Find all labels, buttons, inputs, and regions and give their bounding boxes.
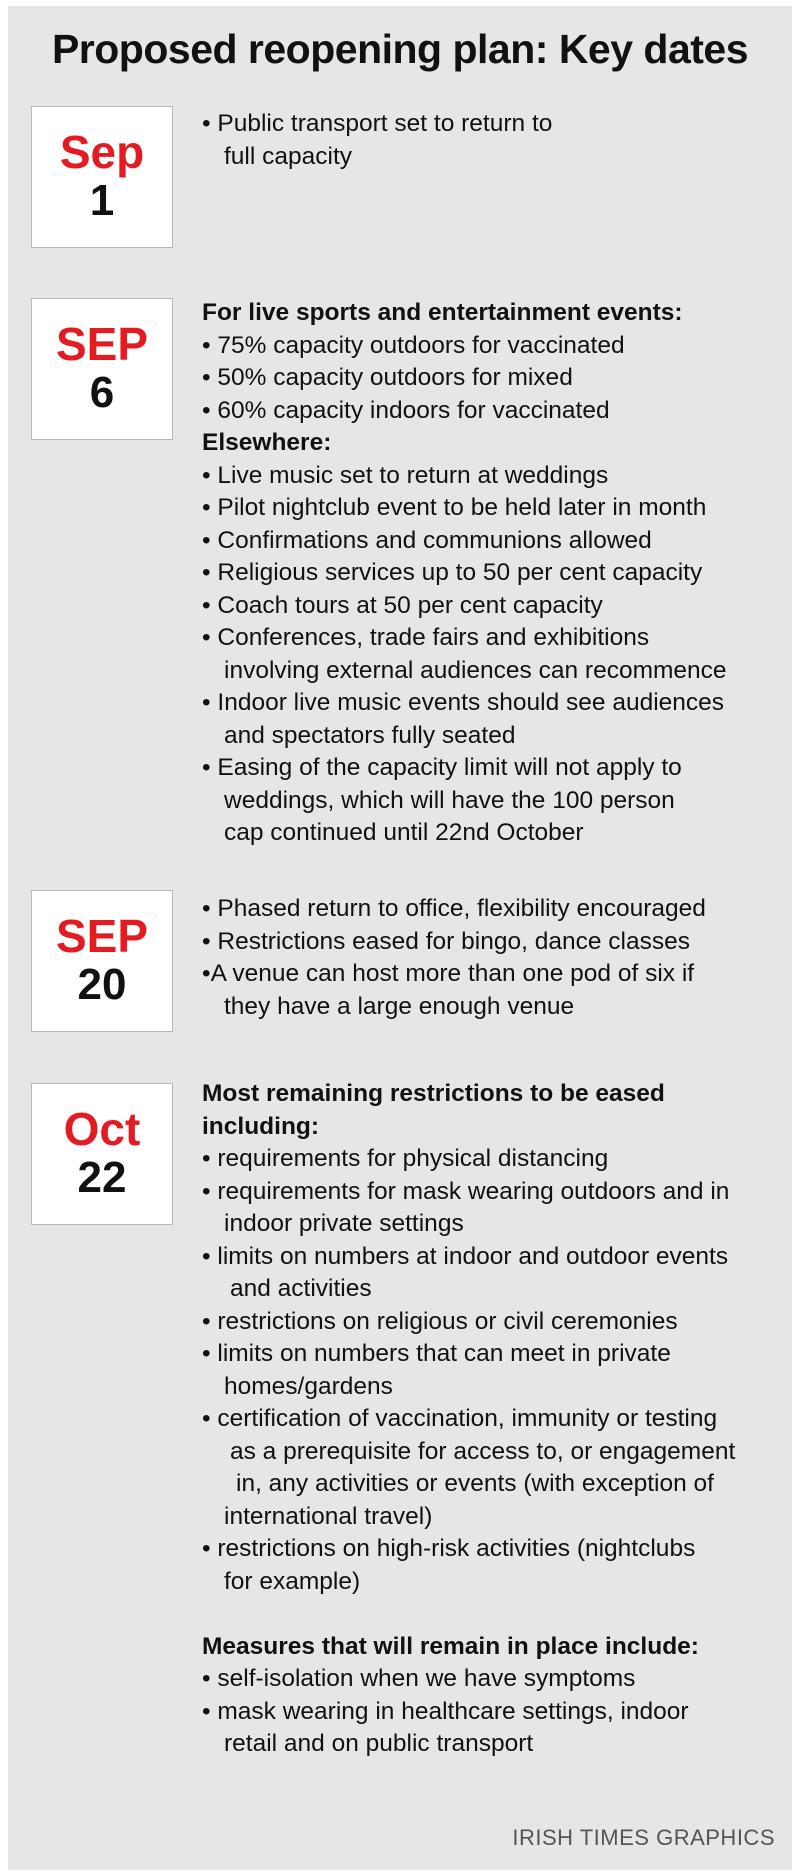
bullet-line: indoor private settings [224,1210,464,1237]
bullet-line: • 75% capacity outdoors for vaccinated [202,331,625,359]
bullet-line: • restrictions on religious or civil ceremonies [202,1307,678,1335]
bullet-line: weddings, which will have the 100 person [224,786,675,814]
bullet-line: homes/gardens [224,1372,393,1400]
bullet-line: • Religious services up to 50 per cent capacity [202,559,703,586]
bullet-line: full capacity [224,142,353,170]
section-heading: Elsewhere: [202,429,332,456]
bullet-line: • Coach tours at 50 per cent capacity [202,591,603,619]
date-box-sep-1 [31,106,173,248]
bullet-line: • Conferences, trade fairs and exhibitions [202,624,650,651]
section-lines [202,108,792,173]
bullet-line: • limits on numbers at indoor and outdoor events [202,1242,729,1270]
date-day: 1 [89,176,115,225]
bullet-line: and activities [230,1275,372,1302]
bullet-line: as a prerequisite for access to, or engagement [230,1437,736,1465]
bullet-line: involving external audiences can recommence [224,656,727,684]
bullet-line: • Easing of the capacity limit will not apply to [202,754,682,781]
date-month: SEP [55,910,149,962]
bullet-line: • Phased return to office, flexibility encouraged [202,895,706,922]
section-heading: including: [202,1112,320,1140]
bullet-line: in, any activities or events (with exception of [236,1470,714,1497]
bullet-line: • 50% capacity outdoors for mixed [202,364,573,391]
bullet-line: •A venue can host more than one pod of six if [202,960,695,987]
bullet-line: • mask wearing in healthcare settings, indoor [202,1697,689,1725]
bullet-line: and spectators fully seated [224,721,516,749]
date-box-sep-20 [31,890,173,1032]
credit-text: IRISH TIMES GRAPHICS [512,1825,775,1850]
bullet-line: retail and on public transport [224,1730,534,1757]
bullet-line: international travel) [224,1502,433,1530]
bullet-line: for example) [224,1567,361,1595]
bullet-line: • limits on numbers that can meet in private [202,1340,671,1367]
bullet-line: • certification of vaccination, immunity or testing [202,1405,718,1432]
bullet-line: • Restrictions eased for bingo, dance classes [202,927,690,955]
bullet-line: • Indoor live music events should see audiences [202,689,725,716]
section-heading: Measures that will remain in place include: [202,1632,699,1660]
bullet-line: • restrictions on high-risk activities (nightclubs [202,1535,696,1562]
bullet-line: • requirements for physical distancing [202,1145,609,1172]
bullet-line: cap continued until 22nd October [224,819,584,846]
section-lines [202,893,792,1023]
date-month: Sep [59,126,145,178]
bullet-line: • Pilot nightclub event to be held later in month [202,494,707,521]
bullet-line: • self-isolation when we have symptoms [202,1665,636,1692]
bullet-line: • 60% capacity indoors for vaccinated [202,396,610,424]
bullet-line: • Confirmations and communions allowed [202,526,652,554]
date-day: 22 [77,1153,127,1202]
bullet-line: they have a large enough venue [224,992,575,1020]
section-heading: For live sports and entertainment events: [202,299,683,326]
section-lines [202,297,792,850]
bullet-line: • Live music set to return at weddings [202,461,609,489]
date-day: 20 [77,960,127,1009]
date-month: Oct [63,1103,141,1155]
bullet-line: • Public transport set to return to [202,110,553,137]
bullet-line [202,1598,792,1631]
date-box-sep-6 [31,298,173,440]
bullet-line: • requirements for mask wearing outdoors and in [202,1177,730,1205]
date-day: 6 [89,368,115,417]
page-title: Proposed reopening plan: Key dates [51,26,749,72]
date-month: SEP [55,318,149,370]
section-heading: Most remaining restrictions to be eased [202,1080,665,1107]
section-lines [202,1078,792,1761]
date-box-oct-22 [31,1083,173,1225]
